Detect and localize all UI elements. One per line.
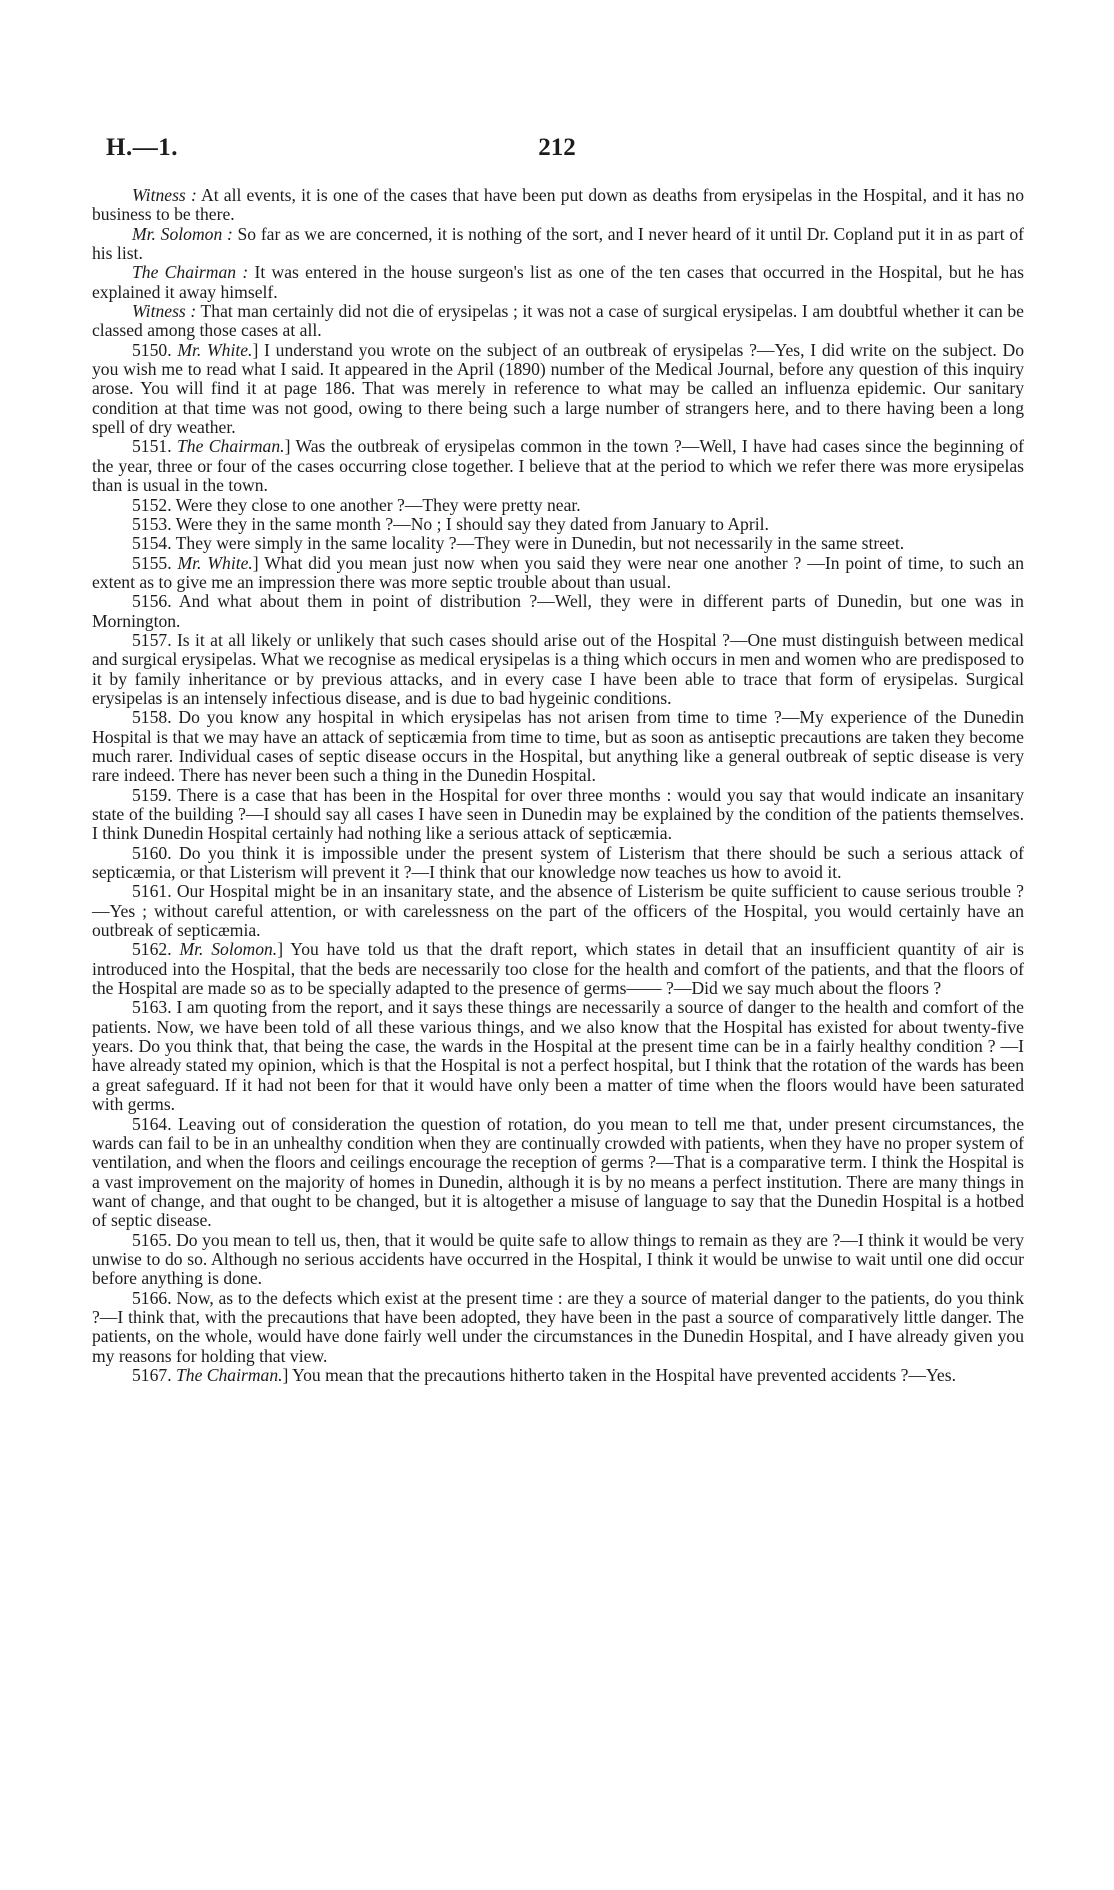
paragraph [92,882,1024,940]
paragraph [92,786,1024,844]
paragraph-text: There is a case that has been in the Hospital for over three months : would you say that would indicate an insanitary state of the building ?—I should say all cases I have seen in Dunedin may be explained by the condition of the patients themselves. I think Dunedin Hospital certainly had nothing like a serious attack of septicæmia. [92,784,1024,844]
paragraph [92,534,1024,553]
question-number: 5154. [132,533,176,554]
paragraph-text: That man certainly did not die of erysipelas ; it was not a case of surgical erysipelas. I am doubtful whether it can be classed among those cases at all. [92,301,1024,341]
paragraph [92,940,1024,998]
paragraph-text: Do you know any hospital in which erysipelas has not arisen from time to time ?—My experience of the Dunedin Hospital is that we may have an attack of septicæmia from time to time, but as soon as antiseptic precautions are taken they become much rarer. Individual cases of septic disease occurs in the Hospital, but anything like a general outbreak of septic disease is very rare indeed. There has never been such a thing in the Dunedin Hospital. [92,707,1025,786]
paragraph [92,844,1024,883]
paragraph [92,263,1024,302]
paragraph-text: ] You have told us that the draft report, which states in detail that an insufficient quantity of air is introduced into the Hospital, that the beds are necessarily too close for the health and comfort of the patients, and that the floors of the Hospital are made so as to be specially adapted to the presence of germs—— ?—Did we say much about the floors ? [92,939,1024,999]
paragraph-text: Were they in the same month ?—No ; I should say they dated from January to April. [175,513,769,534]
speaker: Mr. Solomon. [179,939,278,960]
paragraph [92,592,1024,631]
paragraph [92,1115,1024,1231]
paragraph-text: They were simply in the same locality ?—They were in Dunedin, but not necessarily in the same street. [175,533,905,554]
paragraph-text: At all events, it is one of the cases that have been put down as deaths from erysipelas in the Hospital, and it has no business to be there. [92,185,1024,225]
paragraph-text: Is it at all likely or unlikely that such cases should arise out of the Hospital ?—One must distinguish between medical and surgical erysipelas. What we recognise as medical erysipelas is a thing which occurs in men and women who are predisposed to it by family inheritance or by previous attacks, and in every case I have been able to trace that form of erysipelas. Surgical erysipelas is an intensely infectious disease, and is due to bad hygeinic conditions. [92,629,1024,708]
question-number: 5159. [132,784,178,805]
speaker: The Chairman : [132,262,249,283]
question-number: 5156. [132,591,179,612]
question-number: 5163. [132,997,177,1018]
paragraph-text: ] What did you mean just now when you said they were near one another ? —In point of time, to such an extent as to give me an impression there was more septic trouble about than usual. [92,552,1024,592]
paragraph [92,186,1024,225]
question-number: 5161. [132,881,177,902]
paragraph-text: Do you think it is impossible under the present system of Listerism that there should be such a serious attack of septicæmia, or that Listerism will prevent it ?—I think that our knowledge now teaches us how to avoid it. [92,842,1024,883]
paragraph-text: Our Hospital might be in an insanitary state, and the absence of Listerism be quite sufficient to cause serious trouble ?—Yes ; without careful attention, or with carelessness on the part of the officers of the Hospital, you would certainly have an outbreak of septicæmia. [92,881,1024,941]
paragraph [92,225,1024,264]
paragraph-text: Now, as to the defects which exist at the present time : are they a source of material danger to the patients, do you think ?—I think that, with the precautions that have been adopted, they have been in the past a source of comparatively little danger. The patients, on the whole, would have done fairly well under the circumstances in the Dunedin Hospital, and I have already given you my reasons for holding that view. [92,1287,1025,1366]
paragraph [92,437,1024,495]
question-number: 5155. [132,552,178,573]
paragraph [92,1289,1024,1366]
paragraph-text: Leaving out of consideration the question of rotation, do you mean to tell me that, under present circumstances, the wards can fail to be in an unhealthy condition when they are continually crowded with patients, when they have no proper system of ventilation, and when the floors and ceilings encourage the reception of germs ?—That is a comparative term. I think the Hospital is a vast improvement on the majority of homes in Dunedin, although it is by no means a perfect institution. There are many things in want of change, and that ought to be changed, but it is altogether a misuse of language to say that the Dunedin Hospital is a hotbed of septic disease. [92,1113,1025,1231]
paragraph [92,496,1024,515]
speaker: Witness : [132,185,197,205]
paragraph [92,998,1024,1114]
paragraph-text: Do you mean to tell us, then, that it would be quite safe to allow things to remain as they are ?—I think it would be very unwise to do so. Although no serious accidents have occurred in the Hospital, I think it would be unwise to wait until one did occur before anything is done. [92,1229,1025,1289]
paragraph [92,554,1024,593]
speaker: Mr. White. [177,339,253,360]
question-number: 5160. [132,842,180,863]
page-number: 212 [538,134,576,161]
paragraph-text: I am quoting from the report, and it says these things are necessarily a source of danger to the health and comfort of the patients. Now, we have been told of all these various things, and we also know that the Hospital has existed for about twenty-five years. Do you think that, that being the case, the wards in the Hospital at the present time can be in a fairly healthy condition ? —I have already stated my opinion, which is that the Hospital is not a perfect hospital, but I think that the rotation of the wards has been a great safeguard. If it had not been for that it would have only been a matter of time when the floors would have been saturated with germs. [92,997,1024,1115]
paragraph [92,341,1024,438]
paragraph-text: So far as we are concerned, it is nothing of the sort, and I never heard of it until Dr. Copland put it in as part of his list. [92,223,1024,264]
paragraph-text: ] I understand you wrote on the subject of an outbreak of erysipelas ?—Yes, I did write on the subject. Do you wish me to read what I said. It appeared in the April (1890) number of the Medical Journal, before any question of this inquiry arose. You will find it at page 186. That was merely in reference to what may be called an influenza epidemic. Our sanitary condition at that time was not good, owing to there being such a large number of strangers here, and to there having been a long spell of dry weather. [92,339,1024,438]
speaker: Mr. Solomon : [132,223,233,244]
paragraph [92,631,1024,708]
testimony-body [92,186,1024,1385]
speaker: Witness : [132,301,197,322]
paragraph-text: It was entered in the house surgeon's list as one of the ten cases that occurred in the Hospital, but he has explained it away himself. [92,262,1024,302]
question-number: 5158. [132,707,179,728]
question-number: 5150. [132,339,178,360]
question-number: 5165. [132,1229,177,1250]
question-number: 5153. [132,513,176,534]
paragraph-text: Were they close to one another ?—They were pretty near. [175,494,581,515]
paragraph [92,708,1024,785]
paragraph-text: ] You mean that the precautions hitherto taken in the Hospital have prevented accidents ?—Yes. [282,1364,956,1385]
paragraph [92,302,1024,341]
question-number: 5151. [132,436,177,457]
paragraph [92,1366,1024,1385]
page-header [0,134,1114,166]
question-number: 5164. [132,1113,178,1134]
question-number: 5152. [132,494,176,515]
paragraph [92,1231,1024,1289]
paragraph [92,515,1024,534]
paragraph-text: ] Was the outbreak of erysipelas common in the town ?—Well, I have had cases since the beginning of the year, three or four of the cases occurring close together. I believe that at the period to which we refer there was more erysipelas than is usual in the town. [92,436,1024,496]
speaker: The Chairman. [175,1364,283,1385]
paragraph-text: And what about them in point of distribution ?—Well, they were in different parts of Dunedin, but one was in Mornington. [92,591,1024,631]
speaker: Mr. White. [177,552,253,573]
question-number: 5162. [132,939,180,960]
speaker: The Chairman. [177,436,285,457]
question-number: 5166. [132,1287,177,1308]
document-id: H.—1. [106,134,178,161]
question-number: 5167. [132,1364,176,1385]
question-number: 5157. [132,629,177,650]
